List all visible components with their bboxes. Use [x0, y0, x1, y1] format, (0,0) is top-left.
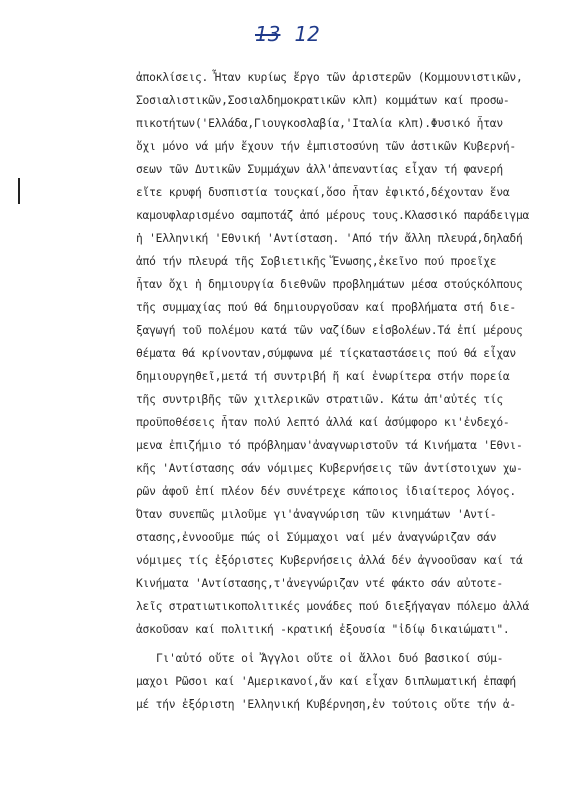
text-line: ἡ 'Ελληνική 'Εθνική 'Αντίσταση. 'Από τήν ἄλλη πλευρά,δηλαδή [136, 232, 523, 245]
text-line: νόμιμες τίς ἐξόριστες Κυβερνήσεις ἀλλά δέν ἀγνοοῦσαν καί τά [136, 554, 523, 567]
typed-text-body [136, 66, 556, 716]
text-line: Γι'αὐτό οὔτε οἱ Ἄγγλοι οὔτε οἱ ἄλλοι δυό βασικοί σύμ- [156, 652, 504, 665]
text-line: τῆς συντριβῆς τῶν χιτλερικῶν στρατιῶν. Κάτω ἀπ'αὐτές τίς [136, 393, 503, 406]
struck-page-number: 13 [255, 22, 281, 46]
text-line: θέματα θά κρίνονταν,σύμφωνα μέ τίςκαταστάσεις πού θά εἶχαν [136, 347, 516, 360]
text-line: εἴτε κρυφή δυσπιστία τουςκαί,ὅσο ἦταν ἐφικτό,δέχονταν ἕνα [136, 186, 510, 199]
text-line: σεων τῶν Δυτικῶν Συμμάχων ἀλλ'ἀπεναντίας εἶχαν τή φανερή [136, 163, 503, 176]
text-line: τῆς συμμαχίας πού θά δημιουργοῦσαν καί προβλήματα στή διε- [136, 301, 516, 314]
text-line: ἀπό τήν πλευρά τῆς Σοβιετικῆς Ἕνωσης,ἐκεῖνο πού προεῖχε [136, 255, 497, 268]
text-line: Κινήματα 'Αντίστασης,τ'ἀνεγνώριζαν ντέ φάκτο σάν αὐτοτε- [136, 577, 503, 590]
text-line: λεῖς στρατιωτικοπολιτικές μονάδες πού διεξήγαγαν πόλεμο ἀλλά [136, 600, 530, 613]
handwritten-page-number: 12 [294, 22, 320, 46]
text-line: ὄχι μόνο νά μήν ἔχουν τήν ἐμπιστοσύνη τῶν ἀστικῶν Κυβερνή- [136, 140, 516, 153]
text-line: ἀσκοῦσαν καί πολιτική -κρατική ἐξουσία "ἰδίῳ δικαιώματι". [136, 623, 510, 636]
text-line: κῆς 'Αντίστασης σάν νόμιμες Κυβερνήσεις τῶν ἀντίστοιχων χω- [136, 462, 523, 475]
text-line: Ὅταν συνεπῶς μιλοῦμε γι'ἀναγνώριση τῶν κινημάτων 'Αντί- [136, 508, 497, 521]
margin-mark [18, 178, 20, 204]
text-line: μενα ἐπιζήμιο τό πρόβλημαν'ἀναγνωριστοῦν τά Κινήματα 'Εθνι- [136, 439, 523, 452]
text-line: καμουφλαρισμένο σαμποτάζ ἀπό μέρους τους.Κλασσικό παράδειγμα [136, 209, 530, 222]
text-line: πικοτήτων('Ελλάδα,Γιουγκοσλαβία,'Ιταλία κλπ).Φυσικό ἦταν [136, 117, 503, 130]
text-line: δημιουργηθεῖ,μετά τή συντριβή ἤ καί ἐνωρίτερα στήν πορεία [136, 370, 510, 383]
text-line: ἦταν ὄχι ἡ δημιουργία διεθνῶν προβλημάτων μέσα στούςκόλπους [136, 278, 523, 291]
text-line: Σοσιαλιστικῶν,Σοσιαλδημοκρατικῶν κλπ) κομμάτων καί προσω- [136, 94, 510, 107]
text-line: ἀποκλίσεις. Ἦταν κυρίως ἔργο τῶν ἀριστερῶν (Κομμουνιστικῶν, [136, 71, 523, 84]
text-line: μέ τήν ἐξόριστη 'Ελληνική Κυβέρνηση,ἐν τούτοις οὔτε τήν ἀ- [136, 698, 516, 711]
text-line: μαχοι Ρῶσοι καί 'Αμερικανοί,ἄν καί εἶχαν διπλωματική ἐπαφή [136, 675, 516, 688]
text-line: στασης,ἐννοοῦμε πώς οἱ Σύμμαχοι ναί μέν ἀναγνώριζαν σάν [136, 531, 497, 544]
text-line: προϋποθέσεις ἦταν πολύ λεπτό ἀλλά καί ἀσύμφορο κι'ἐνδεχό- [136, 416, 510, 429]
text-line: ξαγωγή τοῦ πολέμου κατά τῶν ναζίδων εἰσβολέων.Τά ἐπί μέρους [136, 324, 523, 337]
page-number [255, 22, 320, 46]
text-line: ρῶν ἀφοῦ ἐπί πλέον δέν συνέτρεχε κάποιος ἰδιαίτερος λόγος. [136, 485, 516, 498]
